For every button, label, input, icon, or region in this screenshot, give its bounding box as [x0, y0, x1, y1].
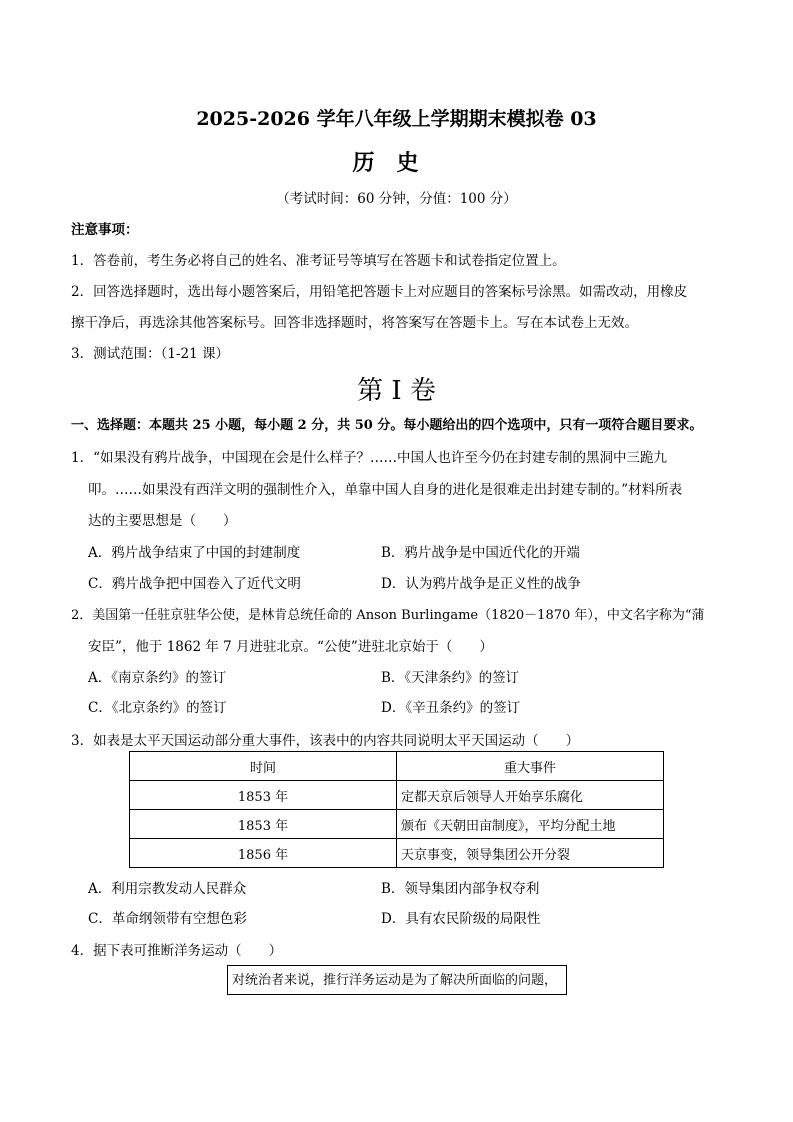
- table-row: [130, 839, 664, 868]
- question-1-option-a: A．鸦片战争结束了中国的封建制度: [88, 545, 301, 561]
- question-3-option-c: C．革命纲领带有空想色彩: [88, 911, 247, 927]
- question-2-option-b: B．《天津条约》的签订: [381, 670, 520, 686]
- table-header-time: 时间: [130, 752, 397, 781]
- question-4-quote-box: 对统治者来说，推行洋务运动是为了解决所面临的问题，: [227, 965, 567, 995]
- table-cell-event: 天京事变，领导集团公开分裂: [397, 839, 664, 868]
- notice-item-2-cont: 擦干净后，再选涂其他答案标号。回答非选择题时，将答案写在答题卡上。写在本试卷上无效。: [71, 315, 638, 331]
- exam-title: 2025-2026 学年八年级上学期期末模拟卷 03: [196, 108, 597, 130]
- question-4-line-1: 4．据下表可推断洋务运动（ ）: [71, 943, 283, 959]
- notice-heading: 注意事项：: [71, 222, 139, 238]
- question-1-option-c: C．鸦片战争把中国卷入了近代文明: [88, 576, 301, 592]
- question-2-option-a: A．《南京条约》的签订: [88, 670, 226, 686]
- question-2-option-d: D．《辛丑条约》的签订: [381, 700, 521, 716]
- table-cell-event: 颁布《天朝田亩制度》，平均分配土地: [397, 810, 664, 839]
- notice-item-3: 3．测试范围：（1-21 课）: [71, 346, 229, 362]
- table-cell-time: 1856 年: [130, 839, 397, 868]
- exam-info: （考试时间：60 分钟，分值：100 分）: [276, 191, 517, 207]
- table-header-event: 重大事件: [397, 752, 664, 781]
- table-cell-time: 1853 年: [130, 781, 397, 810]
- question-1-line-2: 叩。……如果没有西洋文明的强制性介入，单靠中国人自身的进化是很难走出封建专制的。”材料所表: [88, 482, 683, 498]
- question-2-line-1: 2．美国第一任驻京驻华公使，是林肯总统任命的 Anson Burlingame（1820－1870 年），中文名字称为“蒲: [71, 608, 705, 623]
- question-3-option-a: A．利用宗教发动人民群众: [88, 881, 247, 897]
- question-3-option-b: B．领导集团内部争权夺利: [381, 881, 540, 897]
- question-1-option-d: D．认为鸦片战争是正义性的战争: [381, 576, 581, 592]
- notice-item-2: 2．回答选择题时，选出每小题答案后，用铅笔把答题卡上对应题目的答案标号涂黑。如需改动，用橡皮: [71, 284, 688, 300]
- question-3-line-1: 3．如表是太平天国运动部分重大事件，该表中的内容共同说明太平天国运动（ ）: [71, 733, 580, 749]
- subject-title: 历史: [352, 150, 441, 176]
- events-table: [129, 751, 664, 868]
- table-row: [130, 781, 664, 810]
- question-2-option-c: C．《北京条约》的签订: [88, 700, 227, 716]
- table-row: [130, 810, 664, 839]
- notice-item-1: 1．答卷前，考生务必将自己的姓名、准考证号等填写在答题卡和试卷指定位置上。: [71, 253, 566, 269]
- question-1-line-3: 达的主要思想是（ ）: [88, 513, 237, 529]
- section-instructions: 一、选择题：本题共 25 小题，每小题 2 分，共 50 分。每小题给出的四个选项中，只有一项符合题目要求。: [71, 418, 703, 433]
- table-cell-time: 1853 年: [130, 810, 397, 839]
- table-cell-event: 定都天京后领导人开始享乐腐化: [397, 781, 664, 810]
- question-1-option-b: B．鸦片战争是中国近代化的开端: [381, 545, 580, 561]
- question-1-line-1: 1．“如果没有鸦片战争，中国现在会是什么样子？……中国人也许至今仍在封建专制的黑洞中三跪九: [71, 450, 667, 466]
- table-header-row: [130, 752, 664, 781]
- question-2-line-2: 安臣”，他于 1862 年 7 月进驻北京。“公使”进驻北京始于（ ）: [88, 639, 493, 655]
- section-title: 第 I 卷: [357, 376, 436, 406]
- question-3-option-d: D．具有农民阶级的局限性: [381, 911, 541, 927]
